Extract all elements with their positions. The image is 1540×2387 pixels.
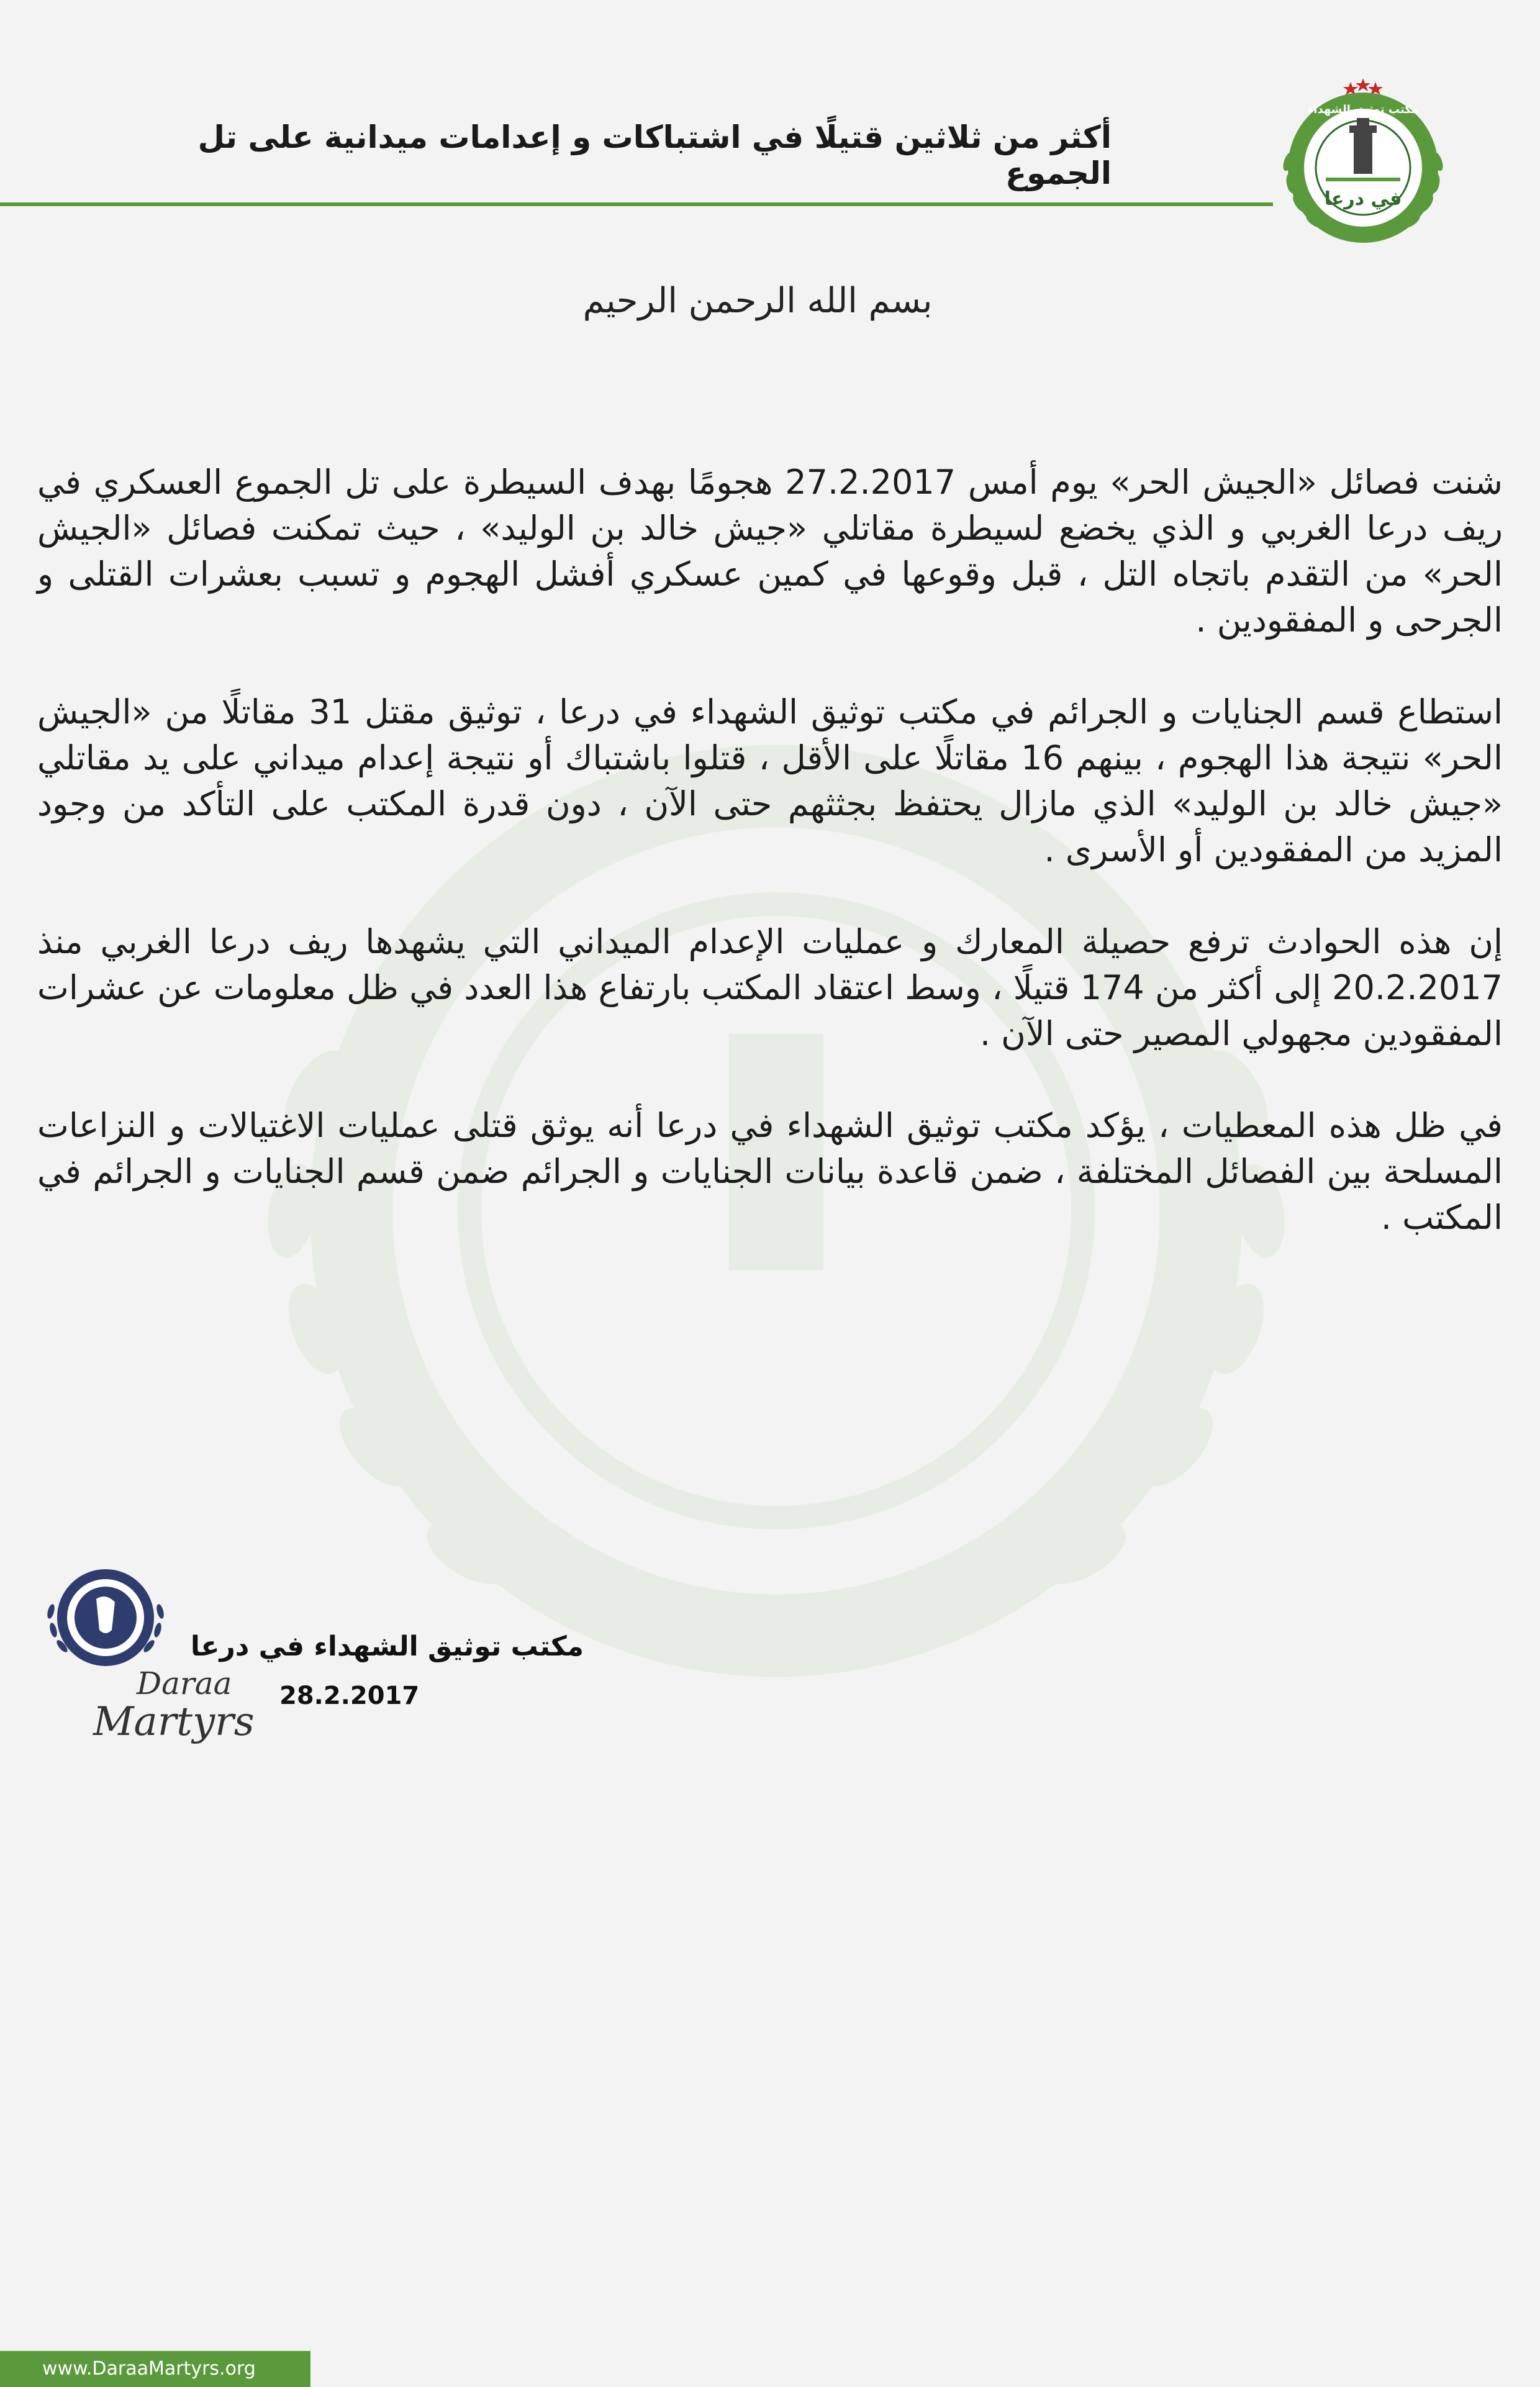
paragraph-4: في ظل هذه المعطيات ، يؤكد مكتب توثيق الشهداء في درعا أنه يوثق قتلى عمليات الاغتيالات و النزاعات المسلحة بين الفصائل المختلفة ، ضمن قاعدة بيانات الجنايات و الجرائم ضمن قسم الجنايات و الجرائم في المكتب .: [37, 1106, 1503, 1237]
paragraph-1: شنت فصائل «الجيش الحر» يوم أمس 27.2.2017 هجومًا بهدف السيطرة على تل الجموع العسكري في ريف درعا الغربي و الذي يخضع لسيطرة مقاتلي «جيش خالد بن الوليد» ، حيث تمكنت فصائل «الجيش الحر» من التقدم باتجاه التل ، قبل وقوعها في كمين عسكري أفشل الهجوم و تسبب بعشرات القتلى و الجرحى و المفقودين .: [37, 463, 1503, 640]
paragraph-3: إن هذه الحوادث ترفع حصيلة المعارك و عمليات الإعدام الميداني التي يشهدها ريف درعا الغربي منذ 20.2.2017 إلى أكثر من 174 قتيلًا ، وسط اعتقاد المكتب بارتفاع هذا العدد في ظل معلومات عن عشرات المفقودين مجهولي المصير حتى الآن .: [37, 922, 1503, 1053]
brand-line-1: Daraa: [137, 1665, 232, 1701]
document-title: أكثر من ثلاثين قتيلًا في اشتباكات و إعدامات ميدانية على تل الجموع: [197, 119, 1112, 191]
statement-body: [37, 460, 1503, 1287]
signature-date: 28.2.2017: [279, 1682, 420, 1710]
footer-url-bar: [0, 2351, 310, 2387]
basmala-text: بسم الله الرحمن الرحيم: [582, 281, 933, 321]
header-divider: [0, 202, 1273, 206]
logo-bottom-text: في درعا: [1324, 188, 1402, 210]
brand-line-2: Martyrs: [93, 1699, 255, 1745]
logo-top-text: مكتب توثيق الشهداء: [1308, 103, 1418, 116]
daraa-martyrs-logo: [1264, 68, 1462, 267]
signature-brand-mark: [93, 1664, 255, 1745]
star-icons: [1343, 78, 1383, 95]
signature-name: مكتب توثيق الشهداء في درعا: [190, 1631, 584, 1662]
basmala: [546, 267, 969, 335]
footer-url[interactable]: www.DaraaMartyrs.org: [42, 2358, 256, 2380]
paragraph-2: استطاع قسم الجنايات و الجرائم في مكتب توثيق الشهداء في درعا ، توثيق مقتل 31 مقاتلًا من «الجيش الحر» نتيجة هذا الهجوم ، بينهم 16 مقاتلًا على الأقل ، قتلوا باشتباك أو نتيجة إعدام ميداني على يد مقاتلي «جيش خالد بن الوليد» الذي مازال يحتفظ بجثثهم حتى الآن ، دون قدرة المكتب على التأكد من وجود المزيد من المفقودين أو الأسرى .: [37, 692, 1503, 869]
